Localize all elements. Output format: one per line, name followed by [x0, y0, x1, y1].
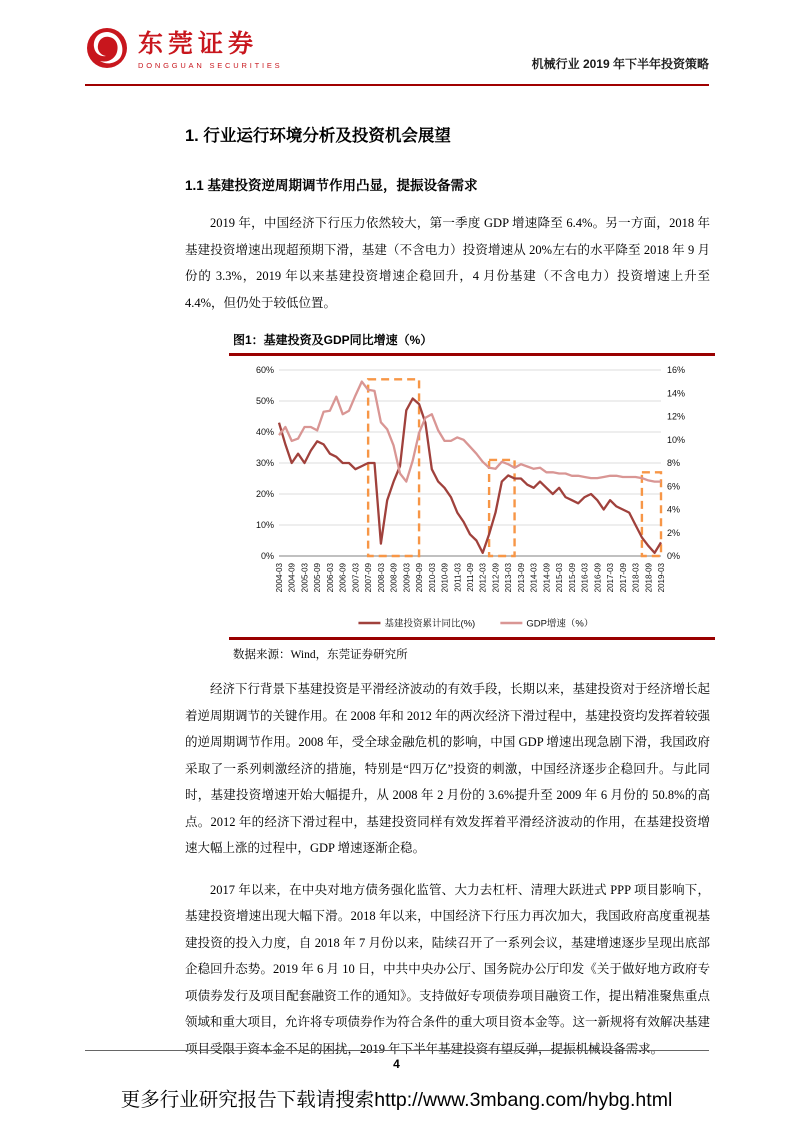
svg-text:2007-03: 2007-03 [351, 563, 361, 593]
svg-text:2014-09: 2014-09 [542, 563, 552, 593]
svg-text:2013-09: 2013-09 [516, 563, 526, 593]
infrastructure-gdp-line-chart [229, 360, 715, 632]
figure-1-frame [229, 353, 715, 640]
report-body [185, 114, 710, 1077]
svg-text:50%: 50% [255, 396, 274, 406]
svg-text:6%: 6% [667, 481, 681, 492]
svg-text:2011-03: 2011-03 [453, 563, 463, 592]
svg-text:60%: 60% [255, 365, 274, 375]
svg-text:2012-03: 2012-03 [478, 563, 488, 593]
svg-text:4%: 4% [667, 504, 681, 515]
svg-text:2004-09: 2004-09 [287, 563, 297, 593]
brand-text [138, 31, 282, 71]
svg-text:2014-03: 2014-03 [529, 563, 539, 593]
download-link-text[interactable]: 更多行业研究报告下载请搜索http://www.3mbang.com/hybg.html [120, 1089, 673, 1111]
svg-text:14%: 14% [667, 388, 686, 399]
svg-text:2015-03: 2015-03 [555, 563, 565, 593]
svg-text:10%: 10% [667, 434, 686, 445]
svg-text:2011-09: 2011-09 [466, 563, 475, 592]
svg-text:2006-09: 2006-09 [338, 563, 348, 593]
svg-text:2006-03: 2006-03 [325, 563, 335, 593]
svg-text:2018-03: 2018-03 [631, 563, 641, 593]
svg-text:2018-09: 2018-09 [644, 563, 654, 593]
svg-text:2019-03: 2019-03 [657, 563, 666, 593]
svg-text:2005-03: 2005-03 [300, 563, 310, 593]
figure-1-source: 数据来源：Wind，东莞证券研究所 [233, 649, 408, 661]
svg-text:10%: 10% [255, 520, 274, 530]
svg-text:30%: 30% [255, 458, 274, 468]
svg-text:2012-09: 2012-09 [491, 563, 501, 593]
svg-text:2015-09: 2015-09 [567, 563, 577, 593]
figure-1 [229, 331, 715, 664]
svg-text:2008-09: 2008-09 [389, 563, 399, 593]
section-1-1-title: 1.1 基建投资逆周期调节作用凸显，提振设备需求 [185, 178, 478, 193]
page-number: 4 [393, 1057, 400, 1071]
svg-text:2004-03: 2004-03 [275, 563, 284, 593]
svg-text:2013-03: 2013-03 [504, 563, 514, 593]
section-1-title: 1. 行业运行环境分析及投资机会展望 [185, 127, 451, 145]
svg-text:40%: 40% [255, 427, 274, 437]
svg-text:2007-09: 2007-09 [364, 563, 374, 593]
report-title-header: 机械行业 2019 年下半年投资策略 [531, 57, 709, 71]
svg-text:2017-03: 2017-03 [606, 563, 616, 593]
footer-divider [85, 1050, 709, 1051]
svg-text:2016-03: 2016-03 [580, 563, 590, 593]
svg-text:0%: 0% [667, 551, 681, 561]
page-header [85, 26, 709, 86]
brand-name-en: DONGGUAN SECURITIES [138, 61, 283, 71]
svg-text:2010-03: 2010-03 [427, 563, 437, 593]
dongguan-securities-logo-icon [85, 26, 129, 75]
svg-text:8%: 8% [667, 458, 681, 468]
svg-text:2008-03: 2008-03 [376, 563, 386, 593]
svg-text:16%: 16% [667, 365, 686, 375]
svg-text:基建投资累计同比(%): 基建投资累计同比(%) [384, 618, 476, 630]
svg-text:2009-09: 2009-09 [415, 563, 425, 593]
paragraph-1: 2019 年，中国经济下行压力依然较大，第一季度 GDP 增速降至 6.4%。另一方面，2018 年基建投资增速出现超预期下滑，基建（不含电力）投资增速从 20%左右的水平降至 2018 年 9 月份的 3.3%，2019 年以来基建投资增速企稳回升，4 月份基建（不含电力）投资增速上升至 4.4%，但仍处于较低位置。 [185, 216, 710, 310]
svg-text:2%: 2% [667, 527, 681, 538]
svg-text:0%: 0% [260, 551, 274, 561]
paragraph-3: 2017 年以来，在中央对地方债务强化监管、大力去杠杆、清理大跃进式 PPP 项目影响下，基建投资增速出现大幅下滑。2018 年以来，中国经济下行压力再次加大，我国政府高度重视基建投资的投入力度，自 2018 年 7 月份以来，陆续召开了一系列会议，基建增速逐步呈现出底部企稳回升态势。2019 年 6 月 10 日，中共中央办公厅、国务院办公厅印发《关于做好地方政府专项债券发行及项目配套融资工作的通知》。支持做好专项债券项目融资工作，提出精准聚焦重点领域和重大项目，允许将专项债券作为符合条件的重大项目资本金等。这一新规将有效解决基建项目受限于资本金不足的困扰，2019 年下半年基建投资有望反弹，提振机械设备需求。 [185, 882, 711, 1056]
svg-text:2009-03: 2009-03 [402, 563, 412, 593]
paragraph-2: 经济下行背景下基建投资是平滑经济波动的有效手段，长期以来，基建投资对于经济增长起着逆周期调节的关键作用。在 2008 年和 2012 年的两次经济下滑过程中，基建投资均发挥着较强的逆周期调节作用。2008 年，受全球金融危机的影响，中国 GDP 增速出现急剧下滑，我国政府采取了一系列刺激经济的措施，特别是“四万亿”投资的刺激，中国经济逐步企稳回升。与此同时，基建投资增速开始大幅提升，从 2008 年 2 月份的 3.6%提升至 2009 年 6 月份的 50.8%的高点。2012 年的经济下滑过程中，基建投资同样有效发挥着平滑经济波动的作用，在基建投资增速大幅上涨的过程中，GDP 增速逐渐企稳。 [185, 682, 711, 855]
svg-text:GDP增速（%）: GDP增速（%） [526, 618, 594, 630]
svg-text:2005-09: 2005-09 [313, 563, 323, 593]
svg-text:12%: 12% [667, 411, 686, 422]
svg-text:2016-09: 2016-09 [593, 563, 603, 593]
brand-name-cn: 东莞证券 [138, 30, 259, 58]
svg-text:20%: 20% [255, 489, 274, 499]
brand-logo [85, 26, 282, 75]
svg-text:2010-09: 2010-09 [440, 563, 450, 593]
svg-text:2017-09: 2017-09 [618, 563, 628, 593]
figure-1-title: 图1：基建投资及GDP同比增速（%） [233, 333, 433, 347]
